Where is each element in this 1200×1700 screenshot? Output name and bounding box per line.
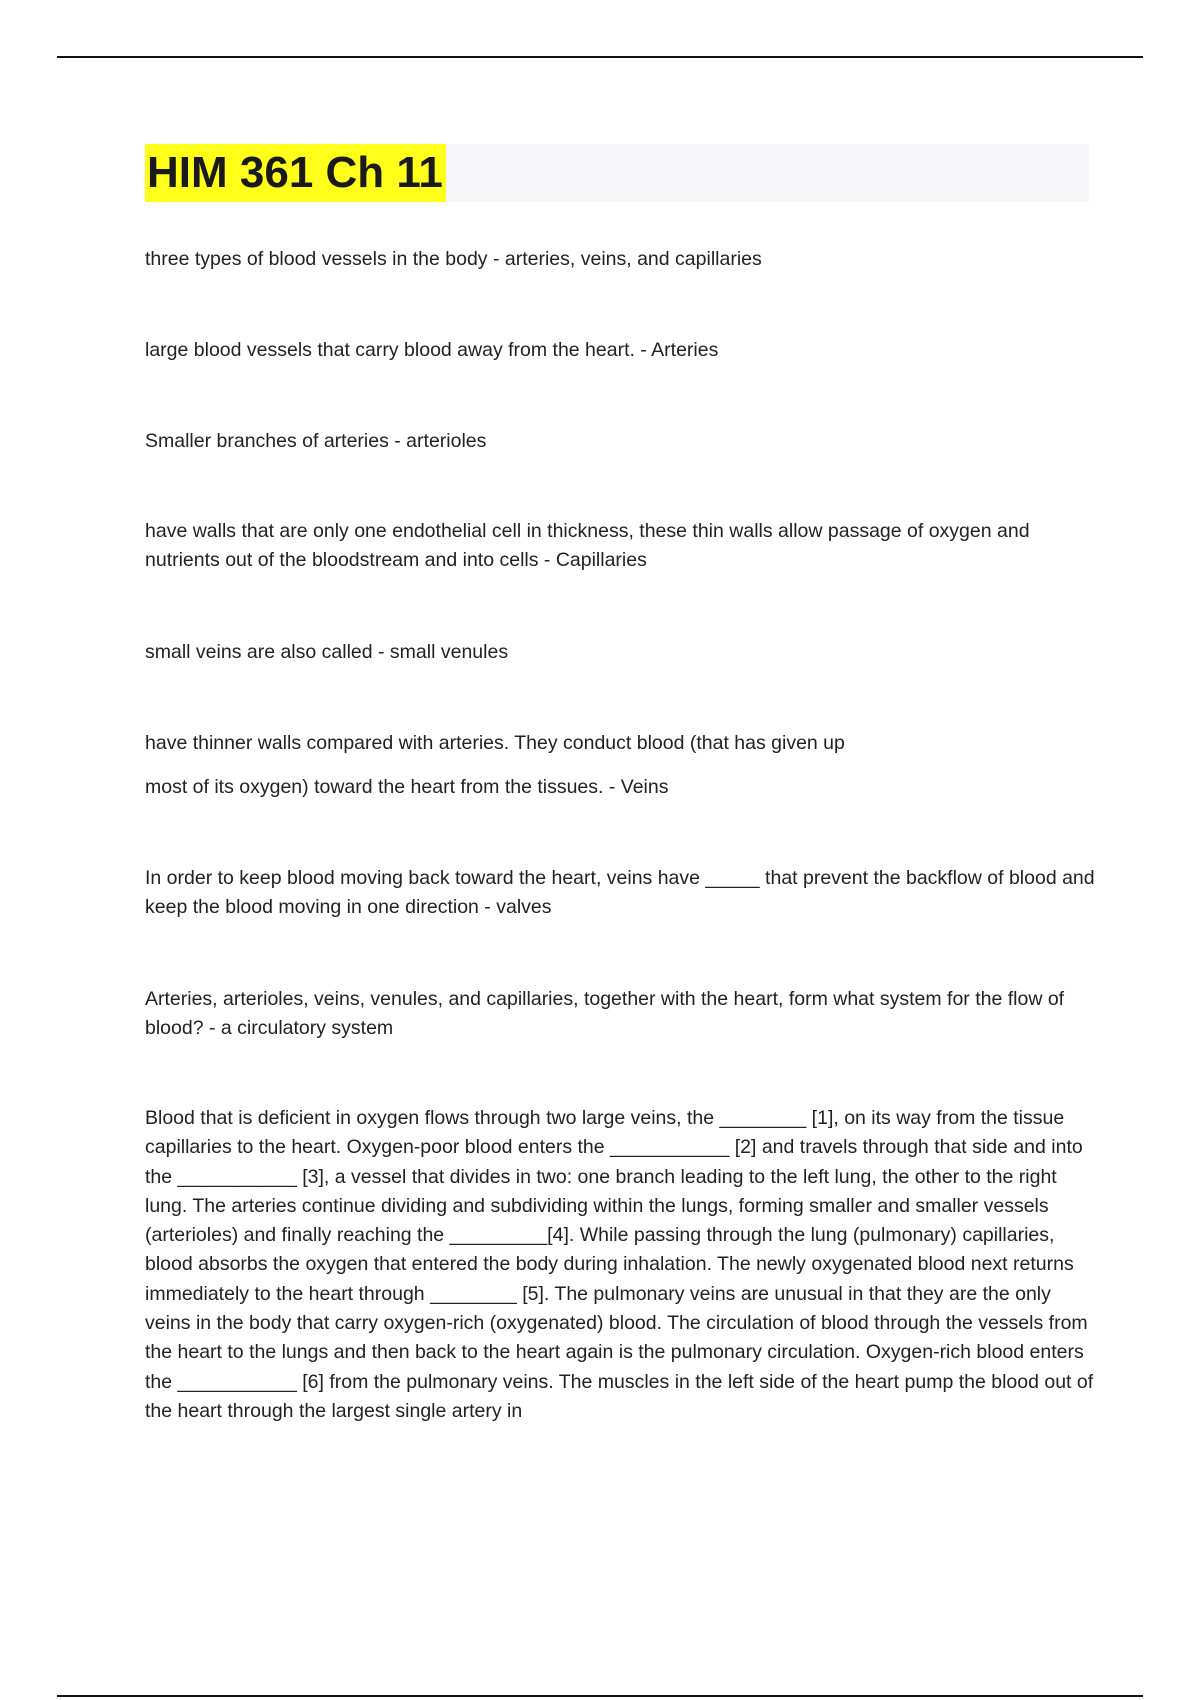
- top-divider: [57, 56, 1143, 58]
- flashcard-text: have walls that are only one endothelial cell in thickness, these thin walls allow passage of oxygen and nutrients out of the bloodstream and into cells - Capillaries: [145, 520, 1030, 571]
- flashcard-text: large blood vessels that carry blood away from the heart. - Arteries: [145, 339, 719, 361]
- flashcard: [145, 638, 1100, 667]
- flashcard: [145, 245, 1100, 274]
- flashcard: [145, 1104, 1100, 1426]
- flashcard: [145, 864, 1100, 922]
- flashcard-text: Arteries, arterioles, veins, venules, and capillaries, together with the heart, form what system for the flow of blood? - a circulatory system: [145, 988, 1065, 1039]
- flashcard: [145, 985, 1100, 1043]
- flashcard: [145, 336, 1100, 365]
- bottom-divider: [57, 1695, 1143, 1697]
- flashcard-text: Blood that is deficient in oxygen flows through two large veins, the ________ [1], on its way from the tissue capillaries to the heart. Oxygen-poor blood enters the ___________ [2] and travels through that side and into the ___________ [3], a vessel that divides in two: one branch leading to the left lung, the other to the right lung. The arteries continue dividing and subdividing within the lungs, forming smaller and smaller vessels (arterioles) and finally reaching the _________[4]. While passing through the lung (pulmonary) capillaries, blood absorbs the oxygen that entered the body during inhalation. The newly oxygenated blood next returns immediately to the heart through ________ [5]. The pulmonary veins are unusual in that they are the only veins in the body that carry oxygen-rich (oxygenated) blood. The circulation of blood through the vessels from the heart to the lungs and then back to the heart again is the pulmonary circulation. Oxygen-rich blood enters the ___________ [6] from the pulmonary veins. The muscles in the left side of the heart pump the blood out of the heart through the largest single artery in: [145, 1107, 1094, 1422]
- page-title: HIM 361 Ch 11: [145, 144, 446, 202]
- flashcard-text-line-1: have thinner walls compared with arteries. They conduct blood (that has given up: [145, 732, 845, 754]
- flashcard-text: Smaller branches of arteries - arterioles: [145, 430, 487, 452]
- flashcard-text: In order to keep blood moving back toward the heart, veins have _____ that prevent the backflow of blood and keep the blood moving in one direction - valves: [145, 867, 1095, 918]
- flashcard: [145, 517, 1100, 575]
- flashcard: [145, 427, 1100, 456]
- flashcard-text: three types of blood vessels in the body - arteries, veins, and capillaries: [145, 248, 762, 270]
- flashcard: [145, 729, 1100, 802]
- flashcard-text: small veins are also called - small venules: [145, 641, 509, 663]
- flashcard-text-line-2: most of its oxygen) toward the heart from the tissues. - Veins: [145, 776, 669, 798]
